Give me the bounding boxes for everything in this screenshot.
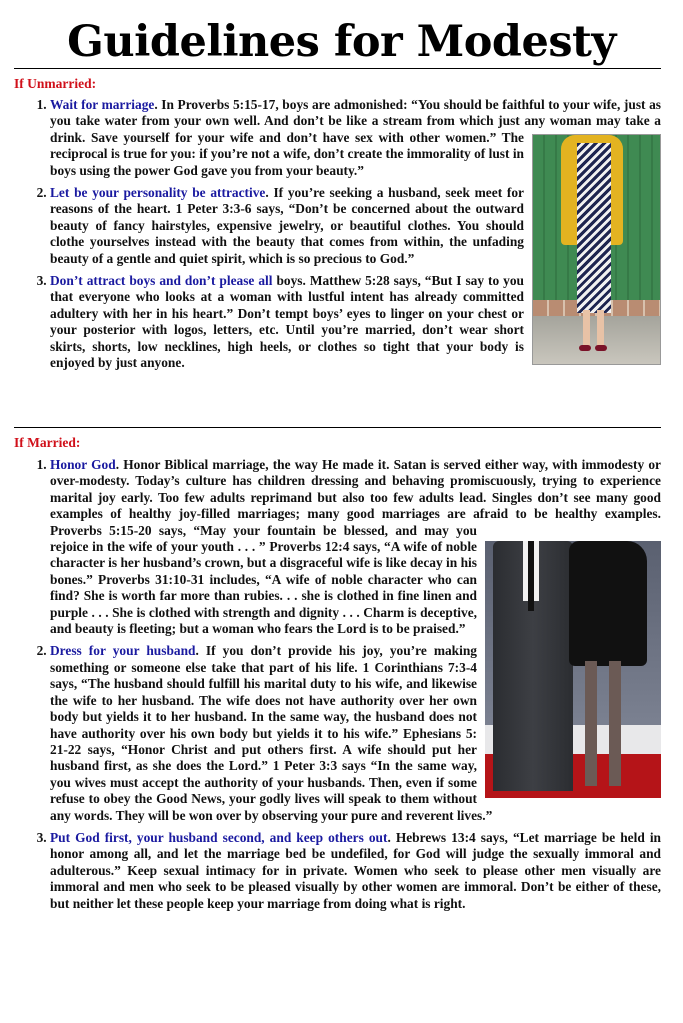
item-text: . Hebrews 13:4 says, “Let marriage be held in honor among all, and let the marriage bed be undefiled, for God will judge the sexually immoral and adulterous.” Keep sexual intimacy for in private. Women who seek to please other men visually are immoral and men who seek to be pleased visually by other women are immoral. Don’t be either of these, but neither let these people keep your marriage from doing what is right. bbox=[50, 829, 661, 911]
list-item bbox=[50, 97, 661, 179]
item-lead: Wait for marriage bbox=[50, 97, 155, 112]
unmarried-list bbox=[14, 97, 661, 378]
section-heading-married: If Married: bbox=[14, 435, 81, 450]
section-heading-unmarried: If Unmarried: bbox=[14, 76, 97, 91]
page-title: Guidelines for Modesty bbox=[67, 17, 616, 67]
item-text: . Honor Biblical marriage, the way He made it. Satan is served either way, with immodesty or over-modesty. Today’s culture has children dressing and behaving promiscuously, trying to experience marital joy early. Too few adults reprimand but also too few adults lead. Singles don’t see many good examples of healthy joy-filled marriages; many good marriages are afraid to be healthy examples. Proverbs 5:15-20 says, “May your fountain be blessed, and may you rejoice in the wife of your youth . . . ” Proverbs 12:4 says, “A wife of noble character is her husband’s crown, but a disgraceful wife is like decay in his bones.” Proverbs 31:10-31 includes, “A wife of noble character who can find? She is worth far more than rubies. . . she is clothed in fine linen and purple . . . She is clothed with strength and dignity . . . Charm is deceptive, and beauty is fleeting; but a woman who fears the Lord is to be praised.” bbox=[50, 457, 661, 637]
photo-woman-yellow-cardigan bbox=[532, 134, 661, 365]
list-item bbox=[50, 830, 661, 912]
married-list bbox=[14, 457, 661, 918]
photo-couple bbox=[485, 541, 661, 798]
item-text: . If you’re seeking a husband, seek meet for reasons of the heart. 1 Peter 3:3-6 says, “Don’t be concerned about the outward beauty of fancy hairstyles, expensive jewelry, or beautiful clothes. You should clothe yourselves instead with the beauty that comes from within, the unfading beauty of a gentle and quiet spirit, which is so precious to God.” bbox=[50, 185, 524, 266]
list-item bbox=[50, 457, 661, 637]
item-lead: Put God first, your husband second, and keep others out bbox=[50, 829, 388, 845]
item-lead: Dress for your husband bbox=[50, 643, 196, 659]
divider bbox=[14, 68, 661, 69]
item-text: . If you don’t provide his joy, you’re making something or someone else take that part of his life. 1 Corinthians 7:3-4 says, “The husband should fulfill his marital duty to his wife, and likewise the wife to her husband. The wife does not have authority over her own body but yields it to her husband. In the same way, the husband does not have authority over his own body but yields it to his wife.” Ephesians 5: 21-22 says, “Honor Christ and put others first. A wife should put her husband first, as she does the Lord.” 1 Peter 3:3 says “In the same way, you wives must accept the authority of your husbands. Then, even if some refuse to obey the Good News, your godly lives will speak to them without any words. They will be won over by observing your pure and reverent lives.” bbox=[50, 643, 493, 823]
item-text: boys. Matthew 5:28 says, “But I say to you that everyone who looks at a woman with lustful intent has already committed adultery with her in his heart.” Don’t tempt boys’ eyes to linger on your chest or your posterior with logos, letters, etc. Until you’re married, don’t wear short skirts, shorts, low necklines, high heels, or clothes so tight that your body is enjoyed by just anyone. bbox=[50, 273, 525, 371]
divider bbox=[14, 427, 661, 428]
item-lead: Let be your personality be attractive bbox=[50, 185, 266, 201]
item-text: . In Proverbs 5:15-17, boys are admonished: “You should be faithful to your wife, just as you take water from your own well. And don’t be like a stream from which just any woman may take a drink. Save yourself for your wife and don’t have sex with other women.” The reciprocal is true for you: if you’re not a wife, don’t create the immorality of lust in boys using the power God gave you from your beauty.” bbox=[50, 97, 661, 178]
item-lead: Don’t attract boys and don’t please all bbox=[50, 273, 273, 289]
item-lead: Honor God bbox=[50, 457, 116, 472]
